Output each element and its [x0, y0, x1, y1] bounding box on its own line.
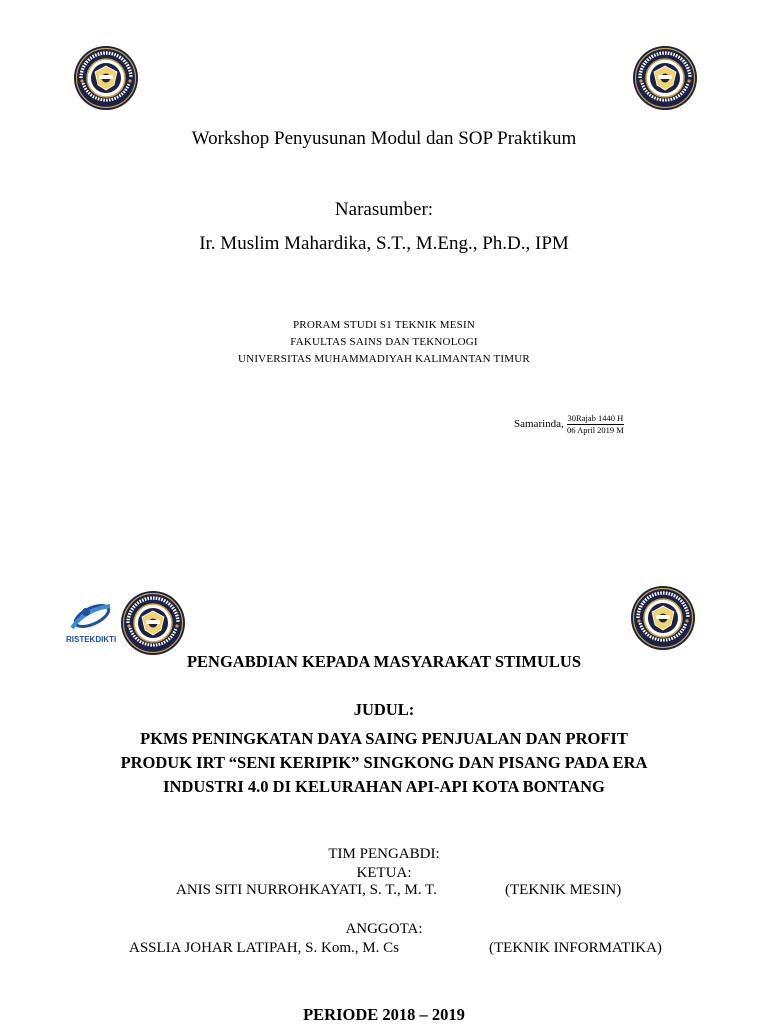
period: PERIODE 2018 – 2019: [303, 1005, 465, 1024]
date-gregorian: 06 April 2019 M: [566, 425, 624, 435]
speaker-label: Narasumber:: [334, 199, 434, 220]
institution-faculty: FAKULTAS SAINS DAN TEKNOLOGI: [290, 336, 478, 348]
ristekdikti-label: RISTEKDIKTI: [66, 635, 116, 644]
anggota-label: ANGGOTA:: [345, 921, 423, 937]
ristekdikti-logo: [66, 598, 116, 644]
date-place: Samarinda,: [514, 418, 564, 431]
workshop-title: Workshop Penyusunan Modul dan SOP Praktikum: [191, 128, 577, 149]
university-seal-logo-middle-left: [120, 590, 186, 656]
judul-label: JUDUL:: [353, 700, 415, 719]
institution-university: UNIVERSITAS MUHAMMADIYAH KALIMANTAN TIMUR: [238, 353, 530, 365]
institution-program: PRORAM STUDI S1 TEKNIK MESIN: [292, 319, 476, 331]
speaker-name: Ir. Muslim Mahardika, S.T., M.Eng., Ph.D., IPM: [199, 233, 569, 254]
institution-block: [0, 317, 768, 368]
ketua-name: ANIS SITI NURROHKAYATI, S. T., M. T.: [176, 882, 437, 898]
ketua-department: (TEKNIK MESIN): [505, 882, 622, 898]
ketua-label: KETUA:: [356, 865, 412, 881]
judul-text: [0, 727, 768, 799]
date-block: [514, 413, 624, 436]
anggota-department: (TEKNIK INFORMATIKA): [489, 940, 662, 956]
judul-line-1: PKMS PENINGKATAN DAYA SAING PENJUALAN DAN PROFIT: [140, 729, 628, 748]
anggota-name: ASSLIA JOHAR LATIPAH, S. Kom., M. Cs: [129, 940, 399, 956]
program-title: PENGABDIAN KEPADA MASYARAKAT STIMULUS: [186, 652, 582, 671]
judul-line-2: PRODUK IRT “SENI KERIPIK” SINGKONG DAN PISANG PADA ERA: [120, 753, 648, 772]
date-fraction: [567, 413, 625, 436]
team-label: TIM PENGABDI:: [328, 846, 440, 862]
date-hijri: 30Rajab 1440 H: [567, 413, 624, 423]
university-seal-logo-middle-right: [630, 585, 696, 651]
university-seal-logo-top-right: [632, 45, 698, 111]
judul-line-3: INDUSTRI 4.0 DI KELURAHAN API-API KOTA BONTANG: [163, 777, 605, 796]
university-seal-logo-top-left: [73, 45, 139, 111]
